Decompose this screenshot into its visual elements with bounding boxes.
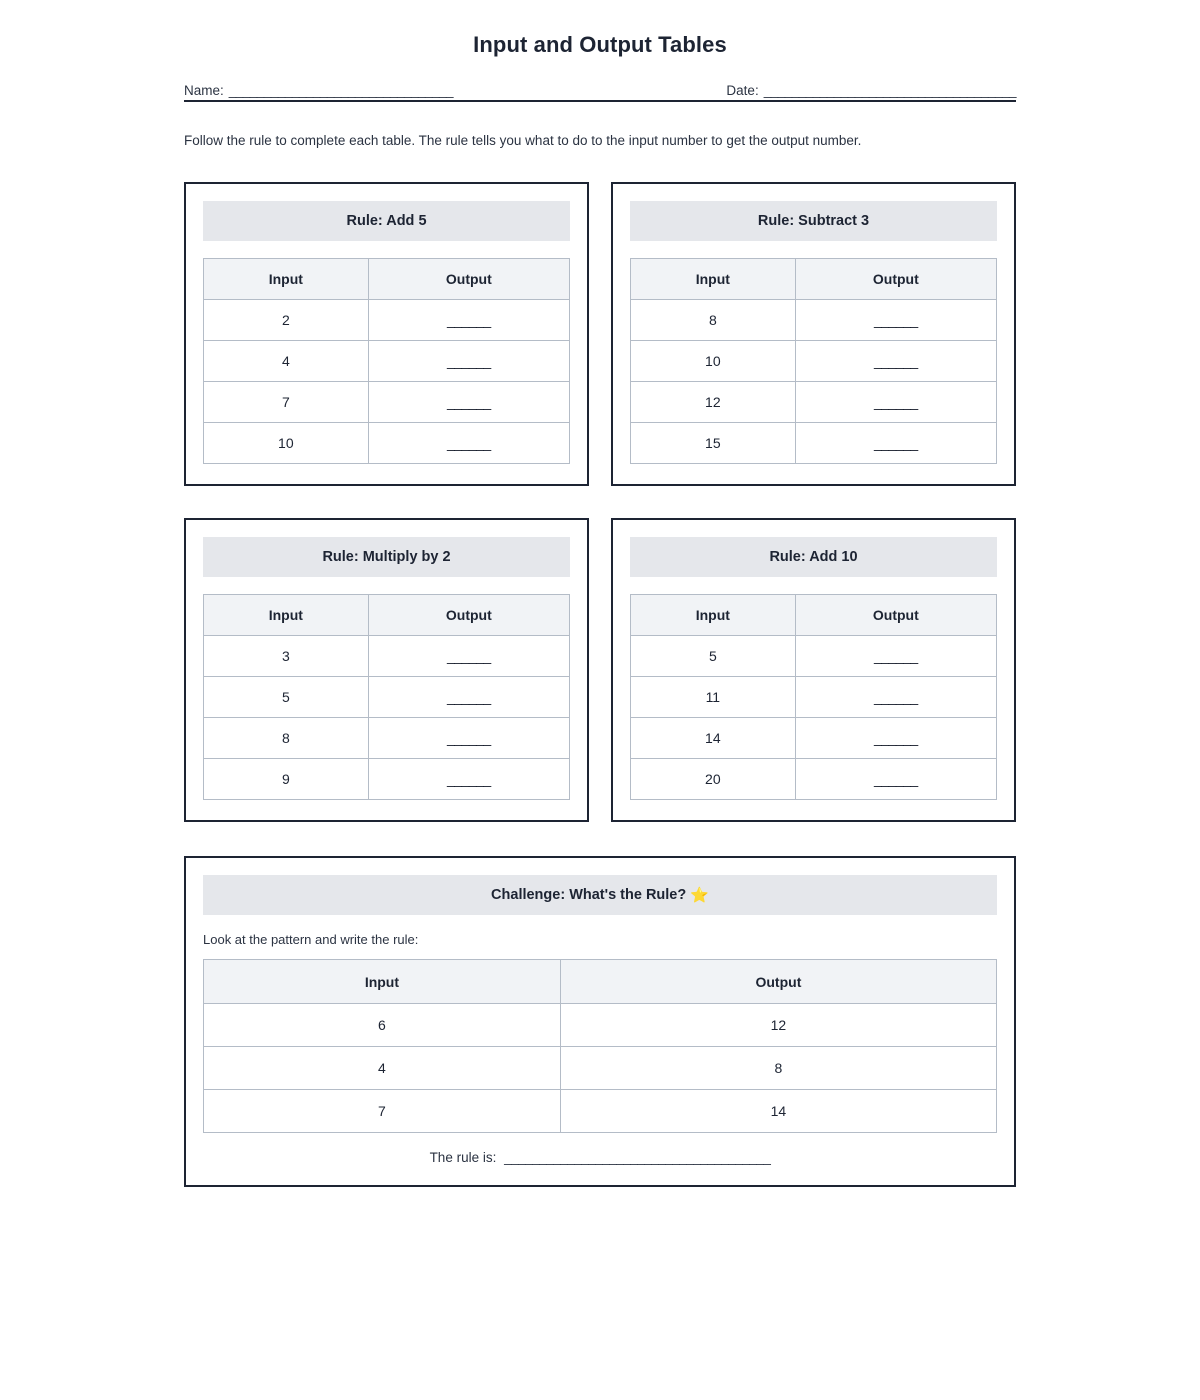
table-row: [204, 341, 570, 382]
io-table: [630, 258, 997, 464]
column-header-output: Output: [368, 259, 569, 300]
date-label: Date:: [726, 83, 759, 98]
answer-blank: ______: [873, 394, 918, 411]
table-row: [204, 423, 570, 464]
output-blank-cell[interactable]: [368, 423, 569, 464]
table-row: [204, 382, 570, 423]
column-header-output: Output: [368, 595, 569, 636]
output-blank-cell[interactable]: [368, 341, 569, 382]
answer-blank: ______: [446, 353, 491, 370]
table-row-2: [184, 518, 1016, 822]
output-blank-cell[interactable]: [368, 382, 569, 423]
io-table: [203, 594, 570, 800]
table-row: [204, 759, 570, 800]
name-label: Name:: [184, 83, 224, 98]
table-row: [204, 677, 570, 718]
answer-blank: ______: [446, 394, 491, 411]
column-header-input: Input: [631, 595, 796, 636]
date-blank-line[interactable]: ____________________________________: [763, 83, 1016, 98]
input-cell: 8: [204, 718, 369, 759]
answer-blank: ______: [446, 435, 491, 452]
input-cell: 5: [204, 677, 369, 718]
output-cell: 8: [560, 1047, 996, 1090]
input-cell: 12: [631, 382, 796, 423]
answer-blank: ______: [446, 730, 491, 747]
input-cell: 8: [631, 300, 796, 341]
output-blank-cell[interactable]: [795, 300, 996, 341]
output-blank-cell[interactable]: [795, 677, 996, 718]
table-header-row: [631, 595, 997, 636]
input-cell: 14: [631, 718, 796, 759]
challenge-header: [203, 875, 997, 915]
challenge-card: [184, 856, 1016, 1187]
column-header-output: Output: [795, 595, 996, 636]
table-row: [631, 759, 997, 800]
output-blank-cell[interactable]: [368, 718, 569, 759]
answer-blank: ______: [873, 730, 918, 747]
output-blank-cell[interactable]: [795, 718, 996, 759]
table-row: [631, 636, 997, 677]
io-table: [203, 258, 570, 464]
rule-is-row[interactable]: [203, 1150, 997, 1165]
input-cell: 7: [204, 382, 369, 423]
name-date-row: [184, 83, 1016, 102]
rule-card-subtract-3: [611, 182, 1016, 486]
answer-blank: ______: [873, 771, 918, 788]
input-cell: 10: [631, 341, 796, 382]
io-table: [630, 594, 997, 800]
table-row: [631, 341, 997, 382]
answer-blank: ______: [873, 435, 918, 452]
rule-card-add-10: [611, 518, 1016, 822]
name-field[interactable]: [184, 83, 453, 98]
input-cell: 4: [204, 1047, 561, 1090]
input-cell: 20: [631, 759, 796, 800]
table-row: [631, 718, 997, 759]
column-header-input: Input: [204, 960, 561, 1004]
output-blank-cell[interactable]: [368, 300, 569, 341]
name-blank-line[interactable]: ________________________________: [228, 83, 454, 98]
challenge-subtitle: Look at the pattern and write the rule:: [203, 932, 419, 948]
column-header-input: Input: [631, 259, 796, 300]
input-cell: 5: [631, 636, 796, 677]
challenge-heading-text: Challenge: What's the Rule?: [491, 887, 687, 904]
page-title: Input and Output Tables: [473, 32, 727, 57]
output-blank-cell[interactable]: [795, 382, 996, 423]
rule-card-add-5: [184, 182, 589, 486]
answer-blank: ______: [873, 312, 918, 329]
rule-header: Rule: Multiply by 2: [203, 537, 570, 577]
table-header-row: [204, 960, 997, 1004]
rule-header: Rule: Add 10: [630, 537, 997, 577]
column-header-input: Input: [204, 259, 369, 300]
table-row: [631, 677, 997, 718]
table-header-row: [204, 595, 570, 636]
answer-blank: ______: [873, 353, 918, 370]
input-cell: 6: [204, 1004, 561, 1047]
answer-blank: ______: [873, 648, 918, 665]
table-row: [204, 718, 570, 759]
output-blank-cell[interactable]: [368, 759, 569, 800]
table-row: [204, 1090, 997, 1133]
rule-is-blank-line[interactable]: ______________________________________: [504, 1150, 771, 1166]
table-row-1: [184, 182, 1016, 486]
input-cell: 3: [204, 636, 369, 677]
answer-blank: ______: [446, 648, 491, 665]
answer-blank: ______: [446, 771, 491, 788]
output-blank-cell[interactable]: [795, 759, 996, 800]
input-cell: 9: [204, 759, 369, 800]
input-cell: 4: [204, 341, 369, 382]
input-cell: 10: [204, 423, 369, 464]
star-icon: ⭐: [690, 887, 709, 905]
table-row: [204, 1047, 997, 1090]
date-field[interactable]: [726, 83, 1016, 98]
input-cell: 15: [631, 423, 796, 464]
rule-header: Rule: Add 5: [203, 201, 570, 241]
output-blank-cell[interactable]: [795, 341, 996, 382]
output-cell: 14: [560, 1090, 996, 1133]
table-header-row: [204, 259, 570, 300]
input-cell: 11: [631, 677, 796, 718]
output-blank-cell[interactable]: [795, 423, 996, 464]
rule-card-multiply-by-2: [184, 518, 589, 822]
input-cell: 2: [204, 300, 369, 341]
column-header-input: Input: [204, 595, 369, 636]
rule-is-label: The rule is:: [429, 1150, 497, 1166]
table-row: [204, 300, 570, 341]
column-header-output: Output: [795, 259, 996, 300]
column-header-output: Output: [560, 960, 996, 1004]
input-cell: 7: [204, 1090, 561, 1133]
table-row: [631, 300, 997, 341]
answer-blank: ______: [446, 689, 491, 706]
table-row: [631, 382, 997, 423]
answer-blank: ______: [446, 312, 491, 329]
output-blank-cell[interactable]: [368, 677, 569, 718]
table-row: [631, 423, 997, 464]
output-blank-cell[interactable]: [368, 636, 569, 677]
challenge-table: [203, 959, 997, 1133]
rule-header: Rule: Subtract 3: [630, 201, 997, 241]
table-row: [204, 636, 570, 677]
instructions-text: Follow the rule to complete each table. The rule tells you what to do to the input number to get the output number.: [184, 133, 862, 148]
output-blank-cell[interactable]: [795, 636, 996, 677]
table-row: [204, 1004, 997, 1047]
output-cell: 12: [560, 1004, 996, 1047]
answer-blank: ______: [873, 689, 918, 706]
table-header-row: [631, 259, 997, 300]
